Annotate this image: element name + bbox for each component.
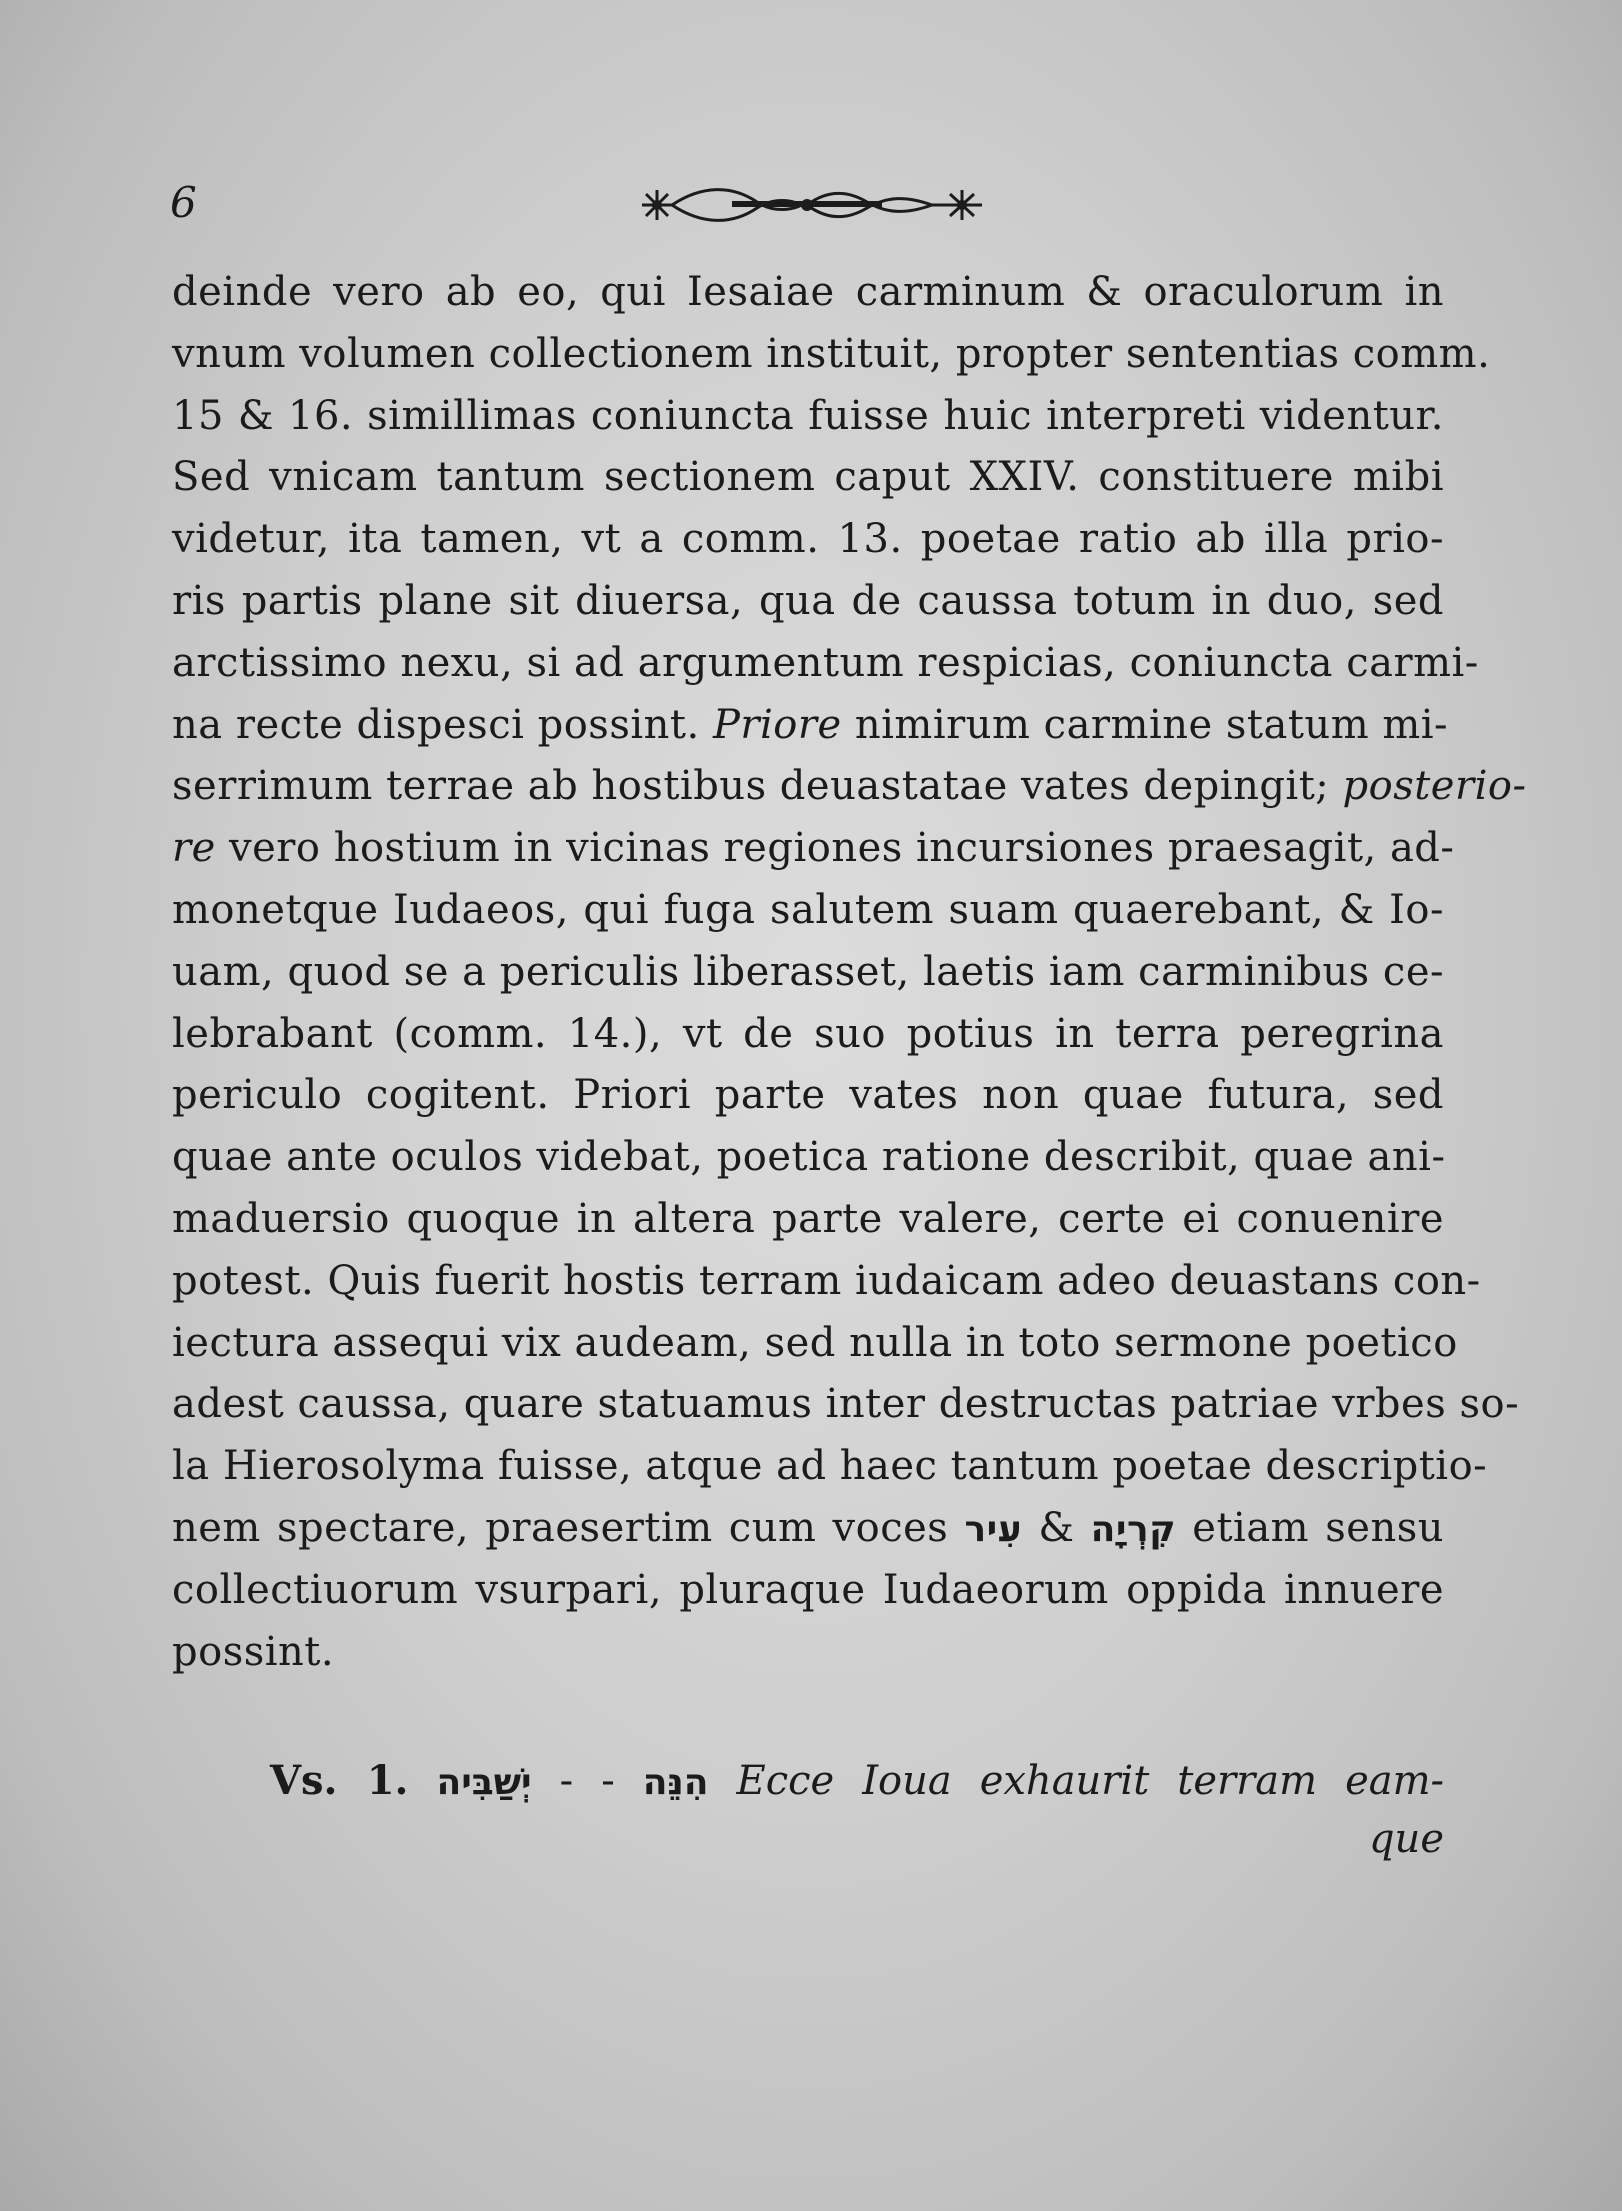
text-line: quae ante oculos videbat, poetica ratione describit, quae ani- bbox=[172, 1134, 1446, 1181]
italic-word: Priore bbox=[712, 701, 842, 748]
text-line: vnum volumen collectionem instituit, propter sententias comm. bbox=[172, 330, 1491, 377]
text-line: arctissimo nexu, si ad argumentum respicias, coniuncta carmi- bbox=[172, 639, 1479, 686]
text-line: ris partis plane sit diuersa, qua de caussa totum in duo, sed bbox=[172, 577, 1444, 624]
text-line: potest. Quis fuerit hostis terram iudaicam adeo deuastans con- bbox=[172, 1257, 1481, 1304]
text-line: la Hierosolyma fuisse, atque ad haec tantum poetae descriptio- bbox=[172, 1443, 1488, 1490]
text-segment: serrimum terrae ab hostibus deuastatae vates depingit; bbox=[172, 763, 1330, 810]
page-number: 6 bbox=[170, 178, 197, 227]
verse-translation: Ecce Ioua exhaurit terram eam- bbox=[736, 1758, 1445, 1804]
text-segment: na recte dispesci possint. bbox=[172, 701, 700, 748]
text-line: uam, quod se a periculis liberasset, laetis iam carminibus ce- bbox=[172, 948, 1445, 995]
text-line: maduersio quoque in altera parte valere, certe ei conuenire bbox=[172, 1195, 1444, 1242]
text-line bbox=[172, 818, 1455, 880]
text-line: deinde vero ab eo, qui Iesaiae carminum & oraculorum in bbox=[172, 269, 1444, 315]
hebrew-word: קִרְיָה bbox=[1090, 1508, 1177, 1550]
text-line bbox=[172, 695, 1449, 757]
header-ornament-icon bbox=[632, 180, 992, 230]
text-segment: nimirum carmine statum mi- bbox=[854, 701, 1449, 748]
verse-reference: Vs. 1. bbox=[270, 1757, 409, 1804]
text-segment: vero hostium in vicinas regiones incursiones praesagit, ad- bbox=[229, 825, 1455, 872]
text-line: collectiuorum vsurpari, pluraque Iudaeorum oppida innuere bbox=[172, 1566, 1444, 1613]
hebrew-word: עִיר bbox=[964, 1508, 1023, 1550]
text-line: 15 & 16. simillimas coniuncta fuisse huic interpreti videntur. bbox=[172, 392, 1444, 439]
hebrew-word: הִנֵּה bbox=[642, 1762, 709, 1803]
verse-commentary bbox=[270, 1750, 1444, 1812]
body-text bbox=[172, 262, 1527, 1683]
text-line: lebrabant (comm. 14.), vt de suo potius in terra peregrina bbox=[172, 1010, 1444, 1057]
text-line bbox=[172, 756, 1527, 818]
text-line bbox=[172, 1498, 1444, 1560]
text-segment: etiam sensu bbox=[1192, 1504, 1445, 1551]
catchword: que bbox=[1368, 1816, 1444, 1862]
hebrew-word: יְשַׁבִּיה bbox=[436, 1762, 532, 1803]
text-line: possint. bbox=[172, 1628, 335, 1675]
text-line: adest caussa, quare statuamus inter destructas patriae vrbes so- bbox=[172, 1381, 1520, 1428]
text-line: monetque Iudaeos, qui fuga salutem suam quaerebant, & Io- bbox=[172, 886, 1444, 933]
text-line: videtur, ita tamen, vt a comm. 13. poetae ratio ab illa prio- bbox=[172, 516, 1444, 563]
italic-word: re bbox=[172, 825, 216, 872]
italic-word: posterio- bbox=[1342, 763, 1527, 810]
dash-separator: - - bbox=[559, 1758, 615, 1804]
text-segment: nem spectare, praesertim cum voces bbox=[172, 1504, 949, 1551]
verse-line bbox=[270, 1750, 1444, 1812]
text-line: periculo cogitent. Priori parte vates non quae futura, sed bbox=[172, 1072, 1444, 1119]
text-line: Sed vnicam tantum sectionem caput XXIV. constituere mibi bbox=[172, 454, 1444, 501]
text-line: iectura assequi vix audeam, sed nulla in toto sermone poetico bbox=[172, 1319, 1458, 1366]
text-segment: & bbox=[1038, 1504, 1075, 1551]
